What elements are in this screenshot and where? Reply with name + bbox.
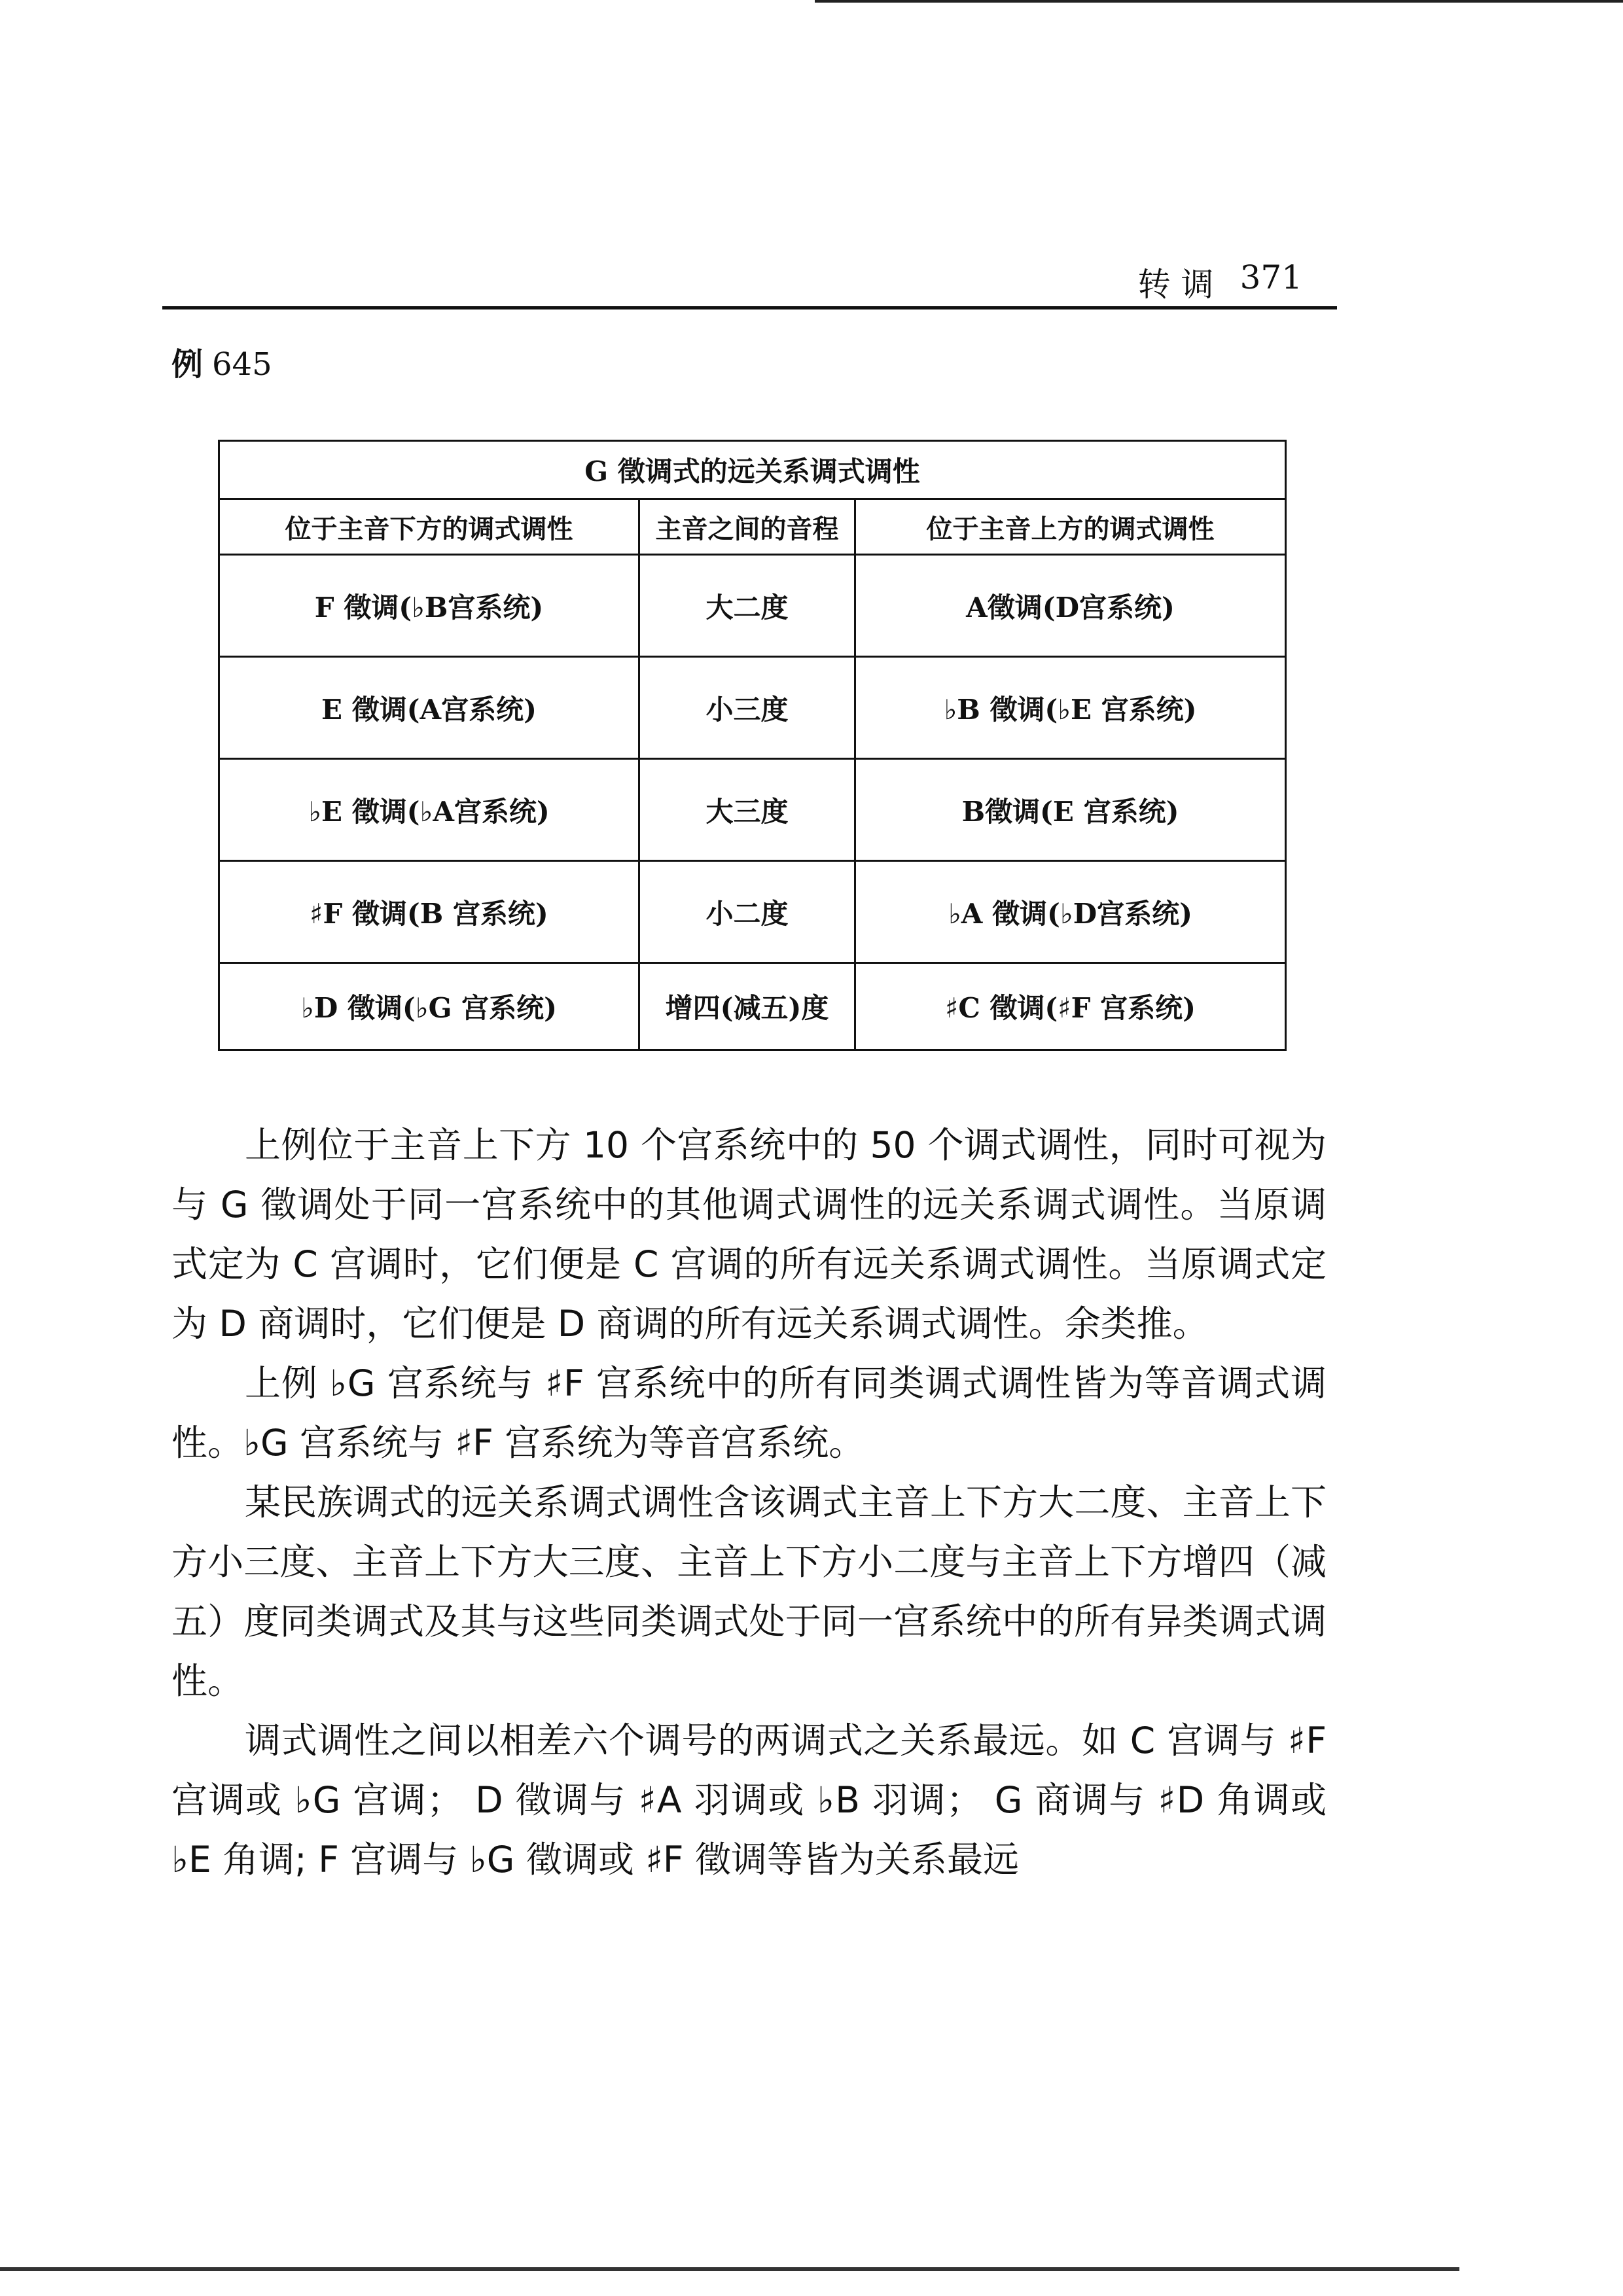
bottom-edge-rule [0, 2267, 1459, 2271]
table-cell: 增四(减五)度 [639, 963, 855, 1050]
column-header-upper: 位于主音上方的调式调性 [855, 499, 1286, 555]
body-text [171, 1116, 1327, 1890]
table-cell: ♯C 徵调(♯F 宫系统) [855, 963, 1286, 1050]
table-caption: G 徵调式的远关系调式调性 [219, 441, 1286, 499]
column-header-interval: 主音之间的音程 [639, 499, 855, 555]
table-cell: 小二度 [639, 861, 855, 963]
top-edge-rule [815, 0, 1623, 3]
table-cell: ♭B 徵调(♭E 宫系统) [855, 657, 1286, 759]
header-rule [162, 306, 1337, 309]
table-cell: ♭D 徵调(♭G 宫系统) [219, 963, 639, 1050]
table-cell: ♯F 徵调(B 宫系统) [219, 861, 639, 963]
table-row [219, 657, 1286, 759]
table [218, 440, 1287, 1051]
table-cell: ♭E 徵调(♭A宫系统) [219, 759, 639, 861]
table-cell: F 徵调(♭B宫系统) [219, 555, 639, 657]
table-cell: 小三度 [639, 657, 855, 759]
paragraph: 调式调性之间以相差六个调号的两调式之关系最远。如 C 宫调与 ♯F 宫调或 ♭G 宫调； D 徵调与 ♯A 羽调或 ♭B 羽调； G 商调与 ♯D 角调或 ♭E 角调; F 宫调与 ♭G 徵调或 ♯F 徵调等皆为关系最远 [171, 1720, 1327, 1881]
table-cell: 大二度 [639, 555, 855, 657]
paragraph: 某民族调式的远关系调式调性含该调式主音上下方大二度、主音上下方小三度、主音上下方大三度、主音上下方小二度与主音上下方增四（减五）度同类调式及其与这些同类调式处于同一宫系统中的所有异类调式调性。 [171, 1481, 1327, 1702]
paragraph: 上例位于主音上下方 10 个宫系统中的 50 个调式调性，同时可视为与 G 徵调处于同一宫系统中的其他调式调性的远关系调式调性。当原调式定为 C 宫调时，它们便是 C 宫调的所有远关系调式调性。当原调式定为 D 商调时，它们便是 D 商调的所有远关系调式调性。余类推。 [171, 1124, 1327, 1345]
column-header-lower: 位于主音下方的调式调性 [219, 499, 639, 555]
chapter-title: 转 调 [1137, 266, 1214, 304]
table-cell: E 徵调(A宫系统) [219, 657, 639, 759]
example-prefix: 例 [171, 346, 204, 383]
table-row [219, 555, 1286, 657]
table-cell: B徵调(E 宫系统) [855, 759, 1286, 861]
key-relations-table [218, 440, 1285, 1051]
example-number: 645 [212, 346, 272, 383]
page-number: 371 [1240, 258, 1302, 296]
table-cell: A徵调(D宫系统) [855, 555, 1286, 657]
table-row [219, 861, 1286, 963]
table-row [219, 759, 1286, 861]
table-cell: ♭A 徵调(♭D宫系统) [855, 861, 1286, 963]
table-cell: 大三度 [639, 759, 855, 861]
paragraph: 上例 ♭G 宫系统与 ♯F 宫系统中的所有同类调式调性皆为等音调式调性。♭G 宫系统与 ♯F 宫系统为等音宫系统。 [171, 1362, 1327, 1464]
table-row [219, 963, 1286, 1050]
running-head [1138, 258, 1302, 306]
example-label [171, 339, 272, 384]
